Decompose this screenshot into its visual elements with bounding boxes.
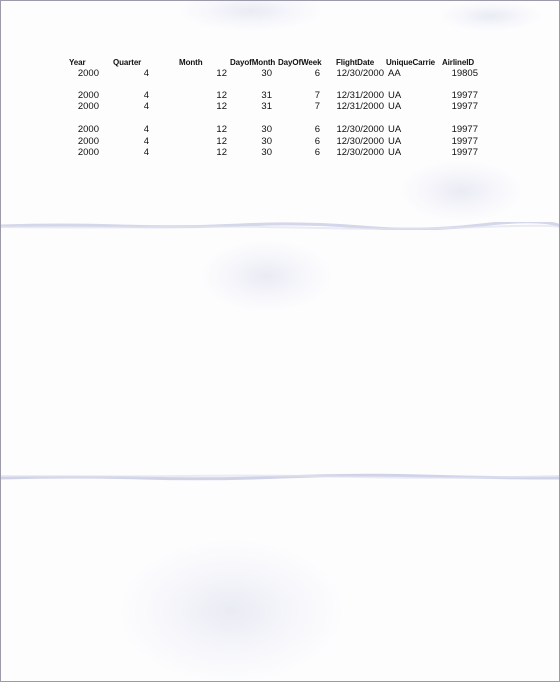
cell-quarter: 4 <box>143 101 149 112</box>
table-row <box>1 68 560 79</box>
cell-day-of-week: 6 <box>314 147 320 158</box>
scan-smudge <box>181 0 321 31</box>
cell-flight-date: 12/30/2000 <box>336 147 384 158</box>
cell-year: 2000 <box>77 124 99 135</box>
scan-smudge <box>121 541 341 681</box>
table-row <box>1 90 560 101</box>
cell-flight-date: 12/30/2000 <box>336 68 384 79</box>
cell-unique-carrier: UA <box>388 136 402 147</box>
cell-year: 2000 <box>77 90 99 101</box>
cell-quarter: 4 <box>143 68 149 79</box>
cell-year: 2000 <box>77 68 99 79</box>
cell-unique-carrier: UA <box>388 147 402 158</box>
cell-unique-carrier: UA <box>388 90 402 101</box>
cell-year: 2000 <box>77 136 99 147</box>
cell-airline-id: 19977 <box>451 124 478 135</box>
paper-fold-line <box>1 473 560 479</box>
table-row <box>1 147 560 158</box>
header-unique-carrier: UniqueCarrie <box>386 58 436 67</box>
cell-day-of-week: 7 <box>314 101 320 112</box>
cell-day-of-month: 31 <box>261 90 272 101</box>
cell-airline-id: 19977 <box>451 101 478 112</box>
cell-unique-carrier: UA <box>388 101 402 112</box>
cell-airline-id: 19977 <box>451 90 478 101</box>
cell-day-of-week: 6 <box>314 68 320 79</box>
cell-flight-date: 12/31/2000 <box>336 90 384 101</box>
cell-year: 2000 <box>77 147 99 158</box>
cell-year: 2000 <box>77 101 99 112</box>
cell-day-of-month: 30 <box>261 147 272 158</box>
cell-airline-id: 19977 <box>451 147 478 158</box>
cell-day-of-month: 30 <box>261 68 272 79</box>
cell-unique-carrier: UA <box>388 124 402 135</box>
cell-flight-date: 12/30/2000 <box>336 124 384 135</box>
cell-month: 12 <box>216 136 227 147</box>
cell-month: 12 <box>216 147 227 158</box>
table-row <box>1 124 560 135</box>
cell-quarter: 4 <box>143 136 149 147</box>
table-row <box>1 101 560 112</box>
cell-day-of-month: 31 <box>261 101 272 112</box>
scan-smudge <box>441 1 541 31</box>
cell-month: 12 <box>216 68 227 79</box>
cell-month: 12 <box>216 101 227 112</box>
header-day-of-month: DayofMonth <box>230 58 276 67</box>
header-year: Year <box>69 58 86 67</box>
cell-day-of-week: 7 <box>314 90 320 101</box>
header-day-of-week: DayOfWeek <box>278 58 322 67</box>
paper-fold-line <box>1 222 560 228</box>
cell-quarter: 4 <box>143 90 149 101</box>
cell-flight-date: 12/30/2000 <box>336 136 384 147</box>
cell-airline-id: 19977 <box>451 136 478 147</box>
header-flight-date: FlightDate <box>336 58 375 67</box>
scan-smudge <box>401 161 521 221</box>
header-airline-id: AirlineID <box>442 58 474 67</box>
header-month: Month <box>179 58 203 67</box>
table-row <box>1 136 560 147</box>
cell-day-of-month: 30 <box>261 136 272 147</box>
cell-month: 12 <box>216 124 227 135</box>
scan-smudge <box>201 241 331 311</box>
cell-day-of-month: 30 <box>261 124 272 135</box>
cell-airline-id: 19805 <box>451 68 478 79</box>
cell-flight-date: 12/31/2000 <box>336 101 384 112</box>
header-quarter: Quarter <box>113 58 142 67</box>
cell-day-of-week: 6 <box>314 124 320 135</box>
cell-month: 12 <box>216 90 227 101</box>
cell-quarter: 4 <box>143 147 149 158</box>
cell-unique-carrier: AA <box>388 68 401 79</box>
cell-quarter: 4 <box>143 124 149 135</box>
cell-day-of-week: 6 <box>314 136 320 147</box>
